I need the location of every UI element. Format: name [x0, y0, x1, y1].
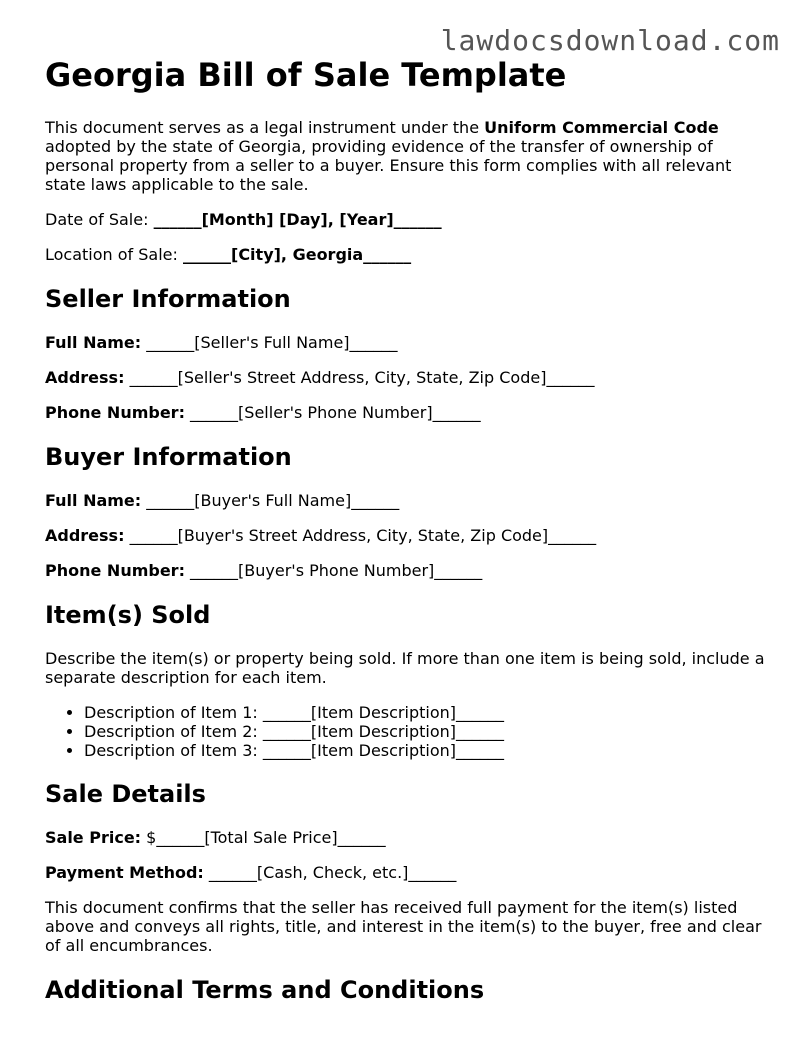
- seller-address-label: Address:: [45, 368, 125, 387]
- seller-full-name: [45, 333, 765, 352]
- buyer-full-name-label: Full Name:: [45, 491, 142, 510]
- seller-full-name-value: ______[Seller's Full Name]______: [141, 333, 398, 352]
- location-of-sale-value: ______[City], Georgia______: [183, 245, 412, 264]
- intro-text-after: adopted by the state of Georgia, providing evidence of the transfer of ownership of personal property from a seller to a buyer. Ensure this form complies with all relevant state laws applicable to the sale.: [45, 137, 732, 194]
- seller-heading: Seller Information: [45, 285, 291, 313]
- buyer-address-value: ______[Buyer's Street Address, City, State, Zip Code]______: [124, 526, 597, 545]
- payment-method: [45, 863, 765, 882]
- items-description: Describe the item(s) or property being sold. If more than one item is being sold, include a separate description for each item.: [45, 649, 765, 687]
- sale-price: [45, 828, 765, 847]
- buyer-phone-value: ______[Buyer's Phone Number]______: [184, 561, 483, 580]
- seller-full-name-label: Full Name:: [45, 333, 142, 352]
- page-title: Georgia Bill of Sale Template: [45, 56, 567, 94]
- seller-phone-label: Phone Number:: [45, 403, 185, 422]
- additional-terms-heading: Additional Terms and Conditions: [45, 976, 485, 1004]
- seller-address: [45, 368, 765, 387]
- payment-method-value: ______[Cash, Check, etc.]______: [203, 863, 457, 882]
- list-item: • Description of Item 2: ______[Item Description]______: [84, 722, 765, 741]
- buyer-phone-label: Phone Number:: [45, 561, 185, 580]
- intro-bold-term: Uniform Commercial Code: [484, 118, 719, 137]
- seller-phone-value: ______[Seller's Phone Number]______: [184, 403, 481, 422]
- items-list: [45, 703, 765, 760]
- date-of-sale: [45, 210, 765, 229]
- buyer-heading: Buyer Information: [45, 443, 292, 471]
- location-of-sale: [45, 245, 765, 264]
- date-of-sale-value: ______[Month] [Day], [Year]______: [153, 210, 442, 229]
- buyer-full-name: [45, 491, 765, 510]
- buyer-phone: [45, 561, 765, 580]
- sale-details-heading: Sale Details: [45, 780, 206, 808]
- intro-text-before: This document serves as a legal instrument under the: [45, 118, 485, 137]
- sale-price-value: $______[Total Sale Price]______: [141, 828, 386, 847]
- intro-paragraph: [45, 118, 765, 194]
- list-item: • Description of Item 1: ______[Item Description]______: [84, 703, 765, 722]
- location-of-sale-label: Location of Sale:: [45, 245, 183, 264]
- seller-address-value: ______[Seller's Street Address, City, State, Zip Code]______: [124, 368, 595, 387]
- date-of-sale-label: Date of Sale:: [45, 210, 154, 229]
- payment-method-label: Payment Method:: [45, 863, 204, 882]
- buyer-full-name-value: ______[Buyer's Full Name]______: [141, 491, 400, 510]
- list-item: • Description of Item 3: ______[Item Description]______: [84, 741, 765, 760]
- watermark: lawdocsdownload.com: [440, 24, 780, 57]
- buyer-address-label: Address:: [45, 526, 125, 545]
- buyer-address: [45, 526, 765, 545]
- seller-phone: [45, 403, 765, 422]
- sale-confirmation: This document confirms that the seller has received full payment for the item(s) listed above and conveys all rights, title, and interest in the item(s) to the buyer, free and clear of all encumbrances.: [45, 898, 762, 955]
- items-heading: Item(s) Sold: [45, 601, 211, 629]
- document-body: [45, 54, 765, 1024]
- sale-price-label: Sale Price:: [45, 828, 142, 847]
